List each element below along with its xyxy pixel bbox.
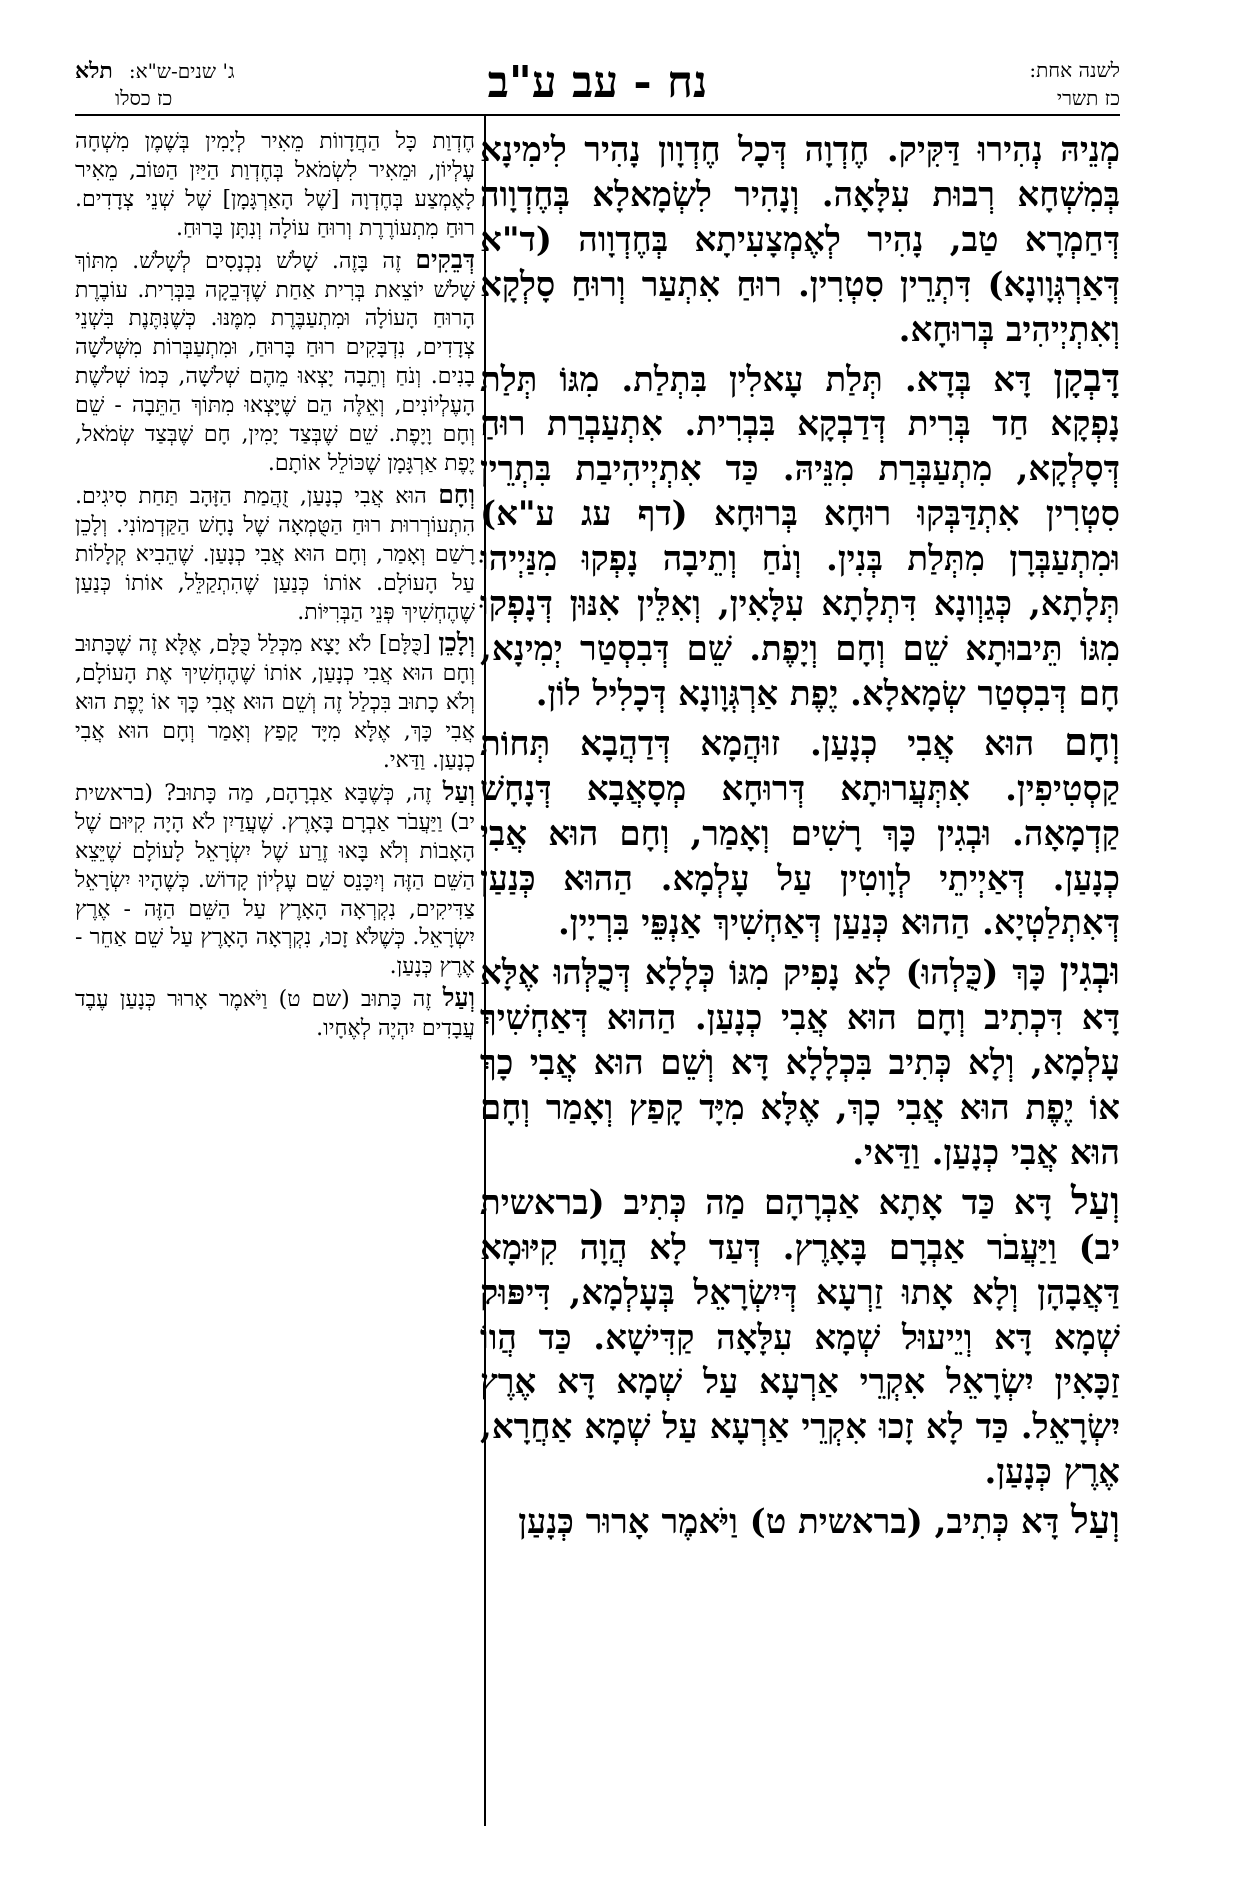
side-paragraph-lead: וְעַל <box>442 776 475 806</box>
page-number: תלא <box>75 58 113 84</box>
main-paragraph <box>480 720 1120 947</box>
side-paragraph <box>75 629 475 776</box>
side-paragraph <box>75 778 475 982</box>
main-paragraph-text: דָּא כְּתִיב, (בראשית ט) וַיֹּאמֶר אָרוּר כְּנָעַן <box>518 1502 1071 1543</box>
main-paragraph-text: הוּא אֲבִי כְנָעַן. זוּהֲמָא דְּדַהֲבָא תְּחוֹת קַסְטִיפִין. אִתְּעֲרוּתָא דְּרוּחָא מְסָאֲבָא דְּנָחָשׁ קַדְמָאָה. וּבְגִין כָּךְ רָשִׁים וְאָמַר, וְחָם הוּא אֲבִי כְנָעַן. דְּאַיְיתֵי לְוָוטִין עַל עָלְמָא. הַהוּא כְּנַעַן דְּאִתְלַטְיָא. הַהוּא כְּנַעַן דְּאַחְשִׁיךְ אַנְפֵּי בִּרְיָין. <box>480 723 1120 944</box>
side-column-hebrew <box>75 126 475 1046</box>
main-paragraph <box>480 126 1120 353</box>
schedule-one-year-label: לשנה אחת: <box>1029 58 1120 82</box>
side-paragraph <box>75 481 475 628</box>
side-paragraph <box>75 984 475 1044</box>
side-paragraph-text: חֶדְוַת כָּל הַחֲדָווֹת מֵאִיר לְיָמִין בְּשֶׁמֶן מִשְׁחָה עֶלְיוֹן, וּמֵאִיר לִשְׂמֹאל בְּחֶדְוַת הַיַּיִן הַטּוֹב, מֵאִיר לָאֶמְצַע בְּחֶדְוָה [שֶׁל הָאַרְגָּמָן] שֶׁל שְׁנֵי צְדָדִים. רוּחַ מִתְעוֹרֶרֶת וְרוּחַ עוֹלָה וְנִתָּן בָּרוּחַ. <box>75 129 475 241</box>
side-paragraph-text: הוּא אֲבִי כְנָעַן, זֻהֲמַת הַזָּהָב תַּחַת סִיגִים. הִתְעוֹרְרוּת רוּחַ הַטֻּמְאָה שֶׁל נָחָשׁ הַקַּדְמוֹנִי. וְלָכֵן רָשַׁם וְאָמַר, וְחָם הוּא אֲבִי כְנָעַן. שֶׁהֵבִיא קְלָלוֹת עַל הָעוֹלָם. אוֹתוֹ כְּנַעַן שֶׁהִתְקַלֵּל, אוֹתוֹ כְּנַעַן שֶׁהֶחְשִׁיךְ פְּנֵי הַבְּרִיּוֹת. <box>75 483 475 625</box>
main-paragraph <box>480 1498 1120 1545</box>
main-paragraph-text: דָּא בְּדָא. תְּלַת עָאלִין בִּתְלַת. מִגּוֹ תְּלַת נָפְקָא חַד בְּרִית דְּדַבְקָא בִּבְרִית. אִתְעַבְרַת רוּחַ דְּסָלְקָא, מִתְעַבְּרַת מִנֵּיהּ. כַּד אִתְיְיהִיבַת בִּתְרֵין סִטְרִין אִתְדַּבְּקוּ רוּחָא בְּרוּחָא (דף עג ע"א) וּמִתְעַבְּרָן מִתְּלַת בְּנִין. וְנֹחַ וְתֵיבָה נָפְקוּ מִנַּיְיהוּ תְּלָתָא, כְּגַוְונָא דִּתְלָתָא עִלָּאִין, וְאִלֵּין אִנּוּן דְּנָפְקוּ מִגּוֹ תֵּיבוּתָא שֵׁם וְחָם וְיָפֶת. שֵׁם דְּבִסְטַר יְמִינָא, חָם דְּבִסְטַר שְׂמָאלָא. יֶפֶת אַרְגְּוָונָא דְּכָלִיל לוֹן. <box>480 359 1120 714</box>
side-paragraph-lead: דְּבֵקִים <box>415 244 475 274</box>
side-paragraph-text: זֶה כָּתוּב (שם ט) וַיֹּאמֶר אָרוּר כְּנָעַן עֶבֶד עֲבָדִים יִהְיֶה לְאֶחָיו. <box>75 987 475 1042</box>
schedule-three-year-date: כז כסלו <box>115 86 173 110</box>
page-header <box>75 52 1120 114</box>
page-title: נח - עב ע"ב <box>487 57 708 108</box>
main-paragraph-text: מְנֵיהּ נְהִירוּ דַּקִּיק. חֶדְוָה דְּכָל חֶדְוָון נָהִיר לִימִינָא בְּמִשְׁחָא רְבוּת עִלָּאָה. וְנָהִיר לִשְׂמָאלָא בְּחֶדְוָוה דְּחַמְרָא טַב, נָהִיר לְאֶמְצָעִיתָא בְּחֶדְוָוה (ד"א דְּאַרְגְּוָונָא) דִּתְרֵין סִטְרִין. רוּחַ אִתְעַר וְרוּחַ סָלְקָא וְאִתְיְיהִיב בְּרוּחָא. <box>480 130 1120 350</box>
header-rule <box>75 114 1120 116</box>
side-paragraph <box>75 246 475 479</box>
main-paragraph-lead: וְעַל <box>1070 1177 1120 1223</box>
schedule-three-year-label <box>75 58 235 84</box>
main-paragraph-text: כָּךְ (כֻּלְהוּ) לָא נָפִיק מִגּוֹ כְּלָלָא דְּכֻלְּהוּ אֶלָּא דָּא דִּכְתִיב וְחָם הוּא אֲבִי כְנָעַן. הַהוּא דְּאַחְשִׁיךְ עָלְמָא, וְלָא כְּתִיב בִּכְלָלָא דָּא וְשֵׁם הוּא אֲבִי כָךְ אוֹ יֶפֶת הוּא אֲבִי כָךְ, אֶלָּא מִיָּד קָפַץ וְאָמַר וְחָם הוּא אֲבִי כְנָעַן. וַדַּאי. <box>480 953 1120 1173</box>
main-paragraph-lead: וְעַל <box>1070 1497 1120 1543</box>
main-paragraph-text: דָּא כַּד אָתָא אַבְרָהָם מַה כְּתִיב (בראשית יב) וַיַּעֲבֹר אַבְרָם בָּאָרֶץ. דְּעַד לָא הֲוָה קִיּוּמָא דַּאֲבָהָן וְלָא אָתוּ זַרְעָא דְּיִשְׂרָאֵל בְּעָלְמָא, דִּיפּוּק שְׁמָא דָּא וְיֵיעוּל שְׁמָא עִלָּאָה קַדִּישָׁא. כַּד הֲווֹ זַכָּאִין יִשְׂרָאֵל אִקְרֵי אַרְעָא עַל שְׁמָא דָּא אֶרֶץ יִשְׂרָאֵל. כַּד לָא זָכוּ אִקְרֵי אַרְעָא עַל שְׁמָא אַחֲרָא, אֶרֶץ כְּנָעַן. <box>480 1182 1120 1493</box>
main-paragraph-lead: וְחָם <box>1064 718 1120 764</box>
side-paragraph-text: זֶה, כְּשֶׁבָּא אַבְרָהָם, מַה כָּתוּב? (בראשית יב) וַיַּעֲבֹר אַבְרָם בָּאָרֶץ. שֶׁעֲדַיִן לֹא הָיָה קִיּוּם שֶׁל הָאָבוֹת וְלֹא בָּאוּ זֶרַע שֶׁל יִשְׂרָאֵל לָעוֹלָם שֶׁיֵּצֵא הַשֵּׁם הַזֶּה וְיִכָּנֵס שֵׁם עֶלְיוֹן קָדוֹשׁ. כְּשֶׁהָיוּ יִשְׂרָאֵל צַדִּיקִים, נִקְרְאָה הָאָרֶץ עַל הַשֵּׁם הַזֶּה - אֶרֶץ יִשְׂרָאֵל. כְּשֶׁלֹּא זָכוּ, נִקְרְאָה הָאָרֶץ עַל שֵׁם אַחֵר - אֶרֶץ כְּנָעַן. <box>75 780 475 980</box>
main-paragraph <box>480 1179 1120 1495</box>
side-paragraph <box>75 126 475 244</box>
schedule-one-year-date: כז תשרי <box>1056 86 1120 110</box>
main-column-aramaic <box>480 126 1120 1548</box>
main-paragraph <box>480 949 1120 1176</box>
schedule-three-year-text: ג' שנים-ש"א: <box>128 59 235 83</box>
side-paragraph-text: זֶה בָּזֶה. שָׁלֹשׁ נִכְנָסִים לְשָׁלֹשׁ. מִתּוֹךְ שָׁלֹשׁ יוֹצֵאת בְּרִית אַחַת שֶׁדְּבֵקָה בַּבְּרִית. עוֹבֶרֶת הָרוּחַ הָעוֹלָה וּמִתְעַבֶּרֶת מִמֶּנּוּ. כְּשֶׁנִּתֶּנֶת בִּשְׁנֵי צְדָדִים, נִדְבָּקִים רוּחַ בָּרוּחַ, וּמִתְעַבְּרוֹת מִשְּׁלֹשָׁה בָנִים. וְנֹחַ וְתֵבָה יָצְאוּ מֵהֶם שְׁלֹשָׁה, כְּמוֹ שְׁלֹשֶׁת הָעֶלְיוֹנִים, וְאֵלֶּה הֵם שֶׁיָּצְאוּ מִתּוֹךְ הַתֵּבָה - שֵׁם וְחָם וָיָפֶת. שֵׁם שֶׁבְּצַד יָמִין, חָם שֶׁבְּצַד שְׂמֹאל, יֶפֶת אַרְגָּמָן שֶׁכּוֹלֵל אוֹתָם. <box>75 248 475 476</box>
side-paragraph-text: [כֻּלָּם] לֹא יָצָא מִכְּלַל כֻּלָּם, אֶלָּא זֶה שֶׁכָּתוּב וְחָם הוּא אֲבִי כְנָעַן, אוֹתוֹ שֶׁהֶחְשִׁיךְ אֶת הָעוֹלָם, וְלֹא כָתוּב בִּכְלַל זֶה וְשֵׁם הוּא אֲבִי כָּךְ אוֹ יֶפֶת הוּא אֲבִי כָּךְ, אֶלָּא מִיָּד קָפַץ וְאָמַר וְחָם הוּא אֲבִי כְנָעַן. וַדַּאי. <box>75 632 475 774</box>
main-paragraph <box>480 356 1120 717</box>
side-paragraph-lead: וְעַל <box>442 983 475 1013</box>
side-paragraph-lead: וְלָכֵן <box>438 628 475 658</box>
main-paragraph-lead: דָּבְקָן <box>1053 354 1120 400</box>
main-paragraph-lead: וּבְגִין <box>1059 948 1120 994</box>
side-paragraph-lead: וְחָם <box>438 479 475 509</box>
